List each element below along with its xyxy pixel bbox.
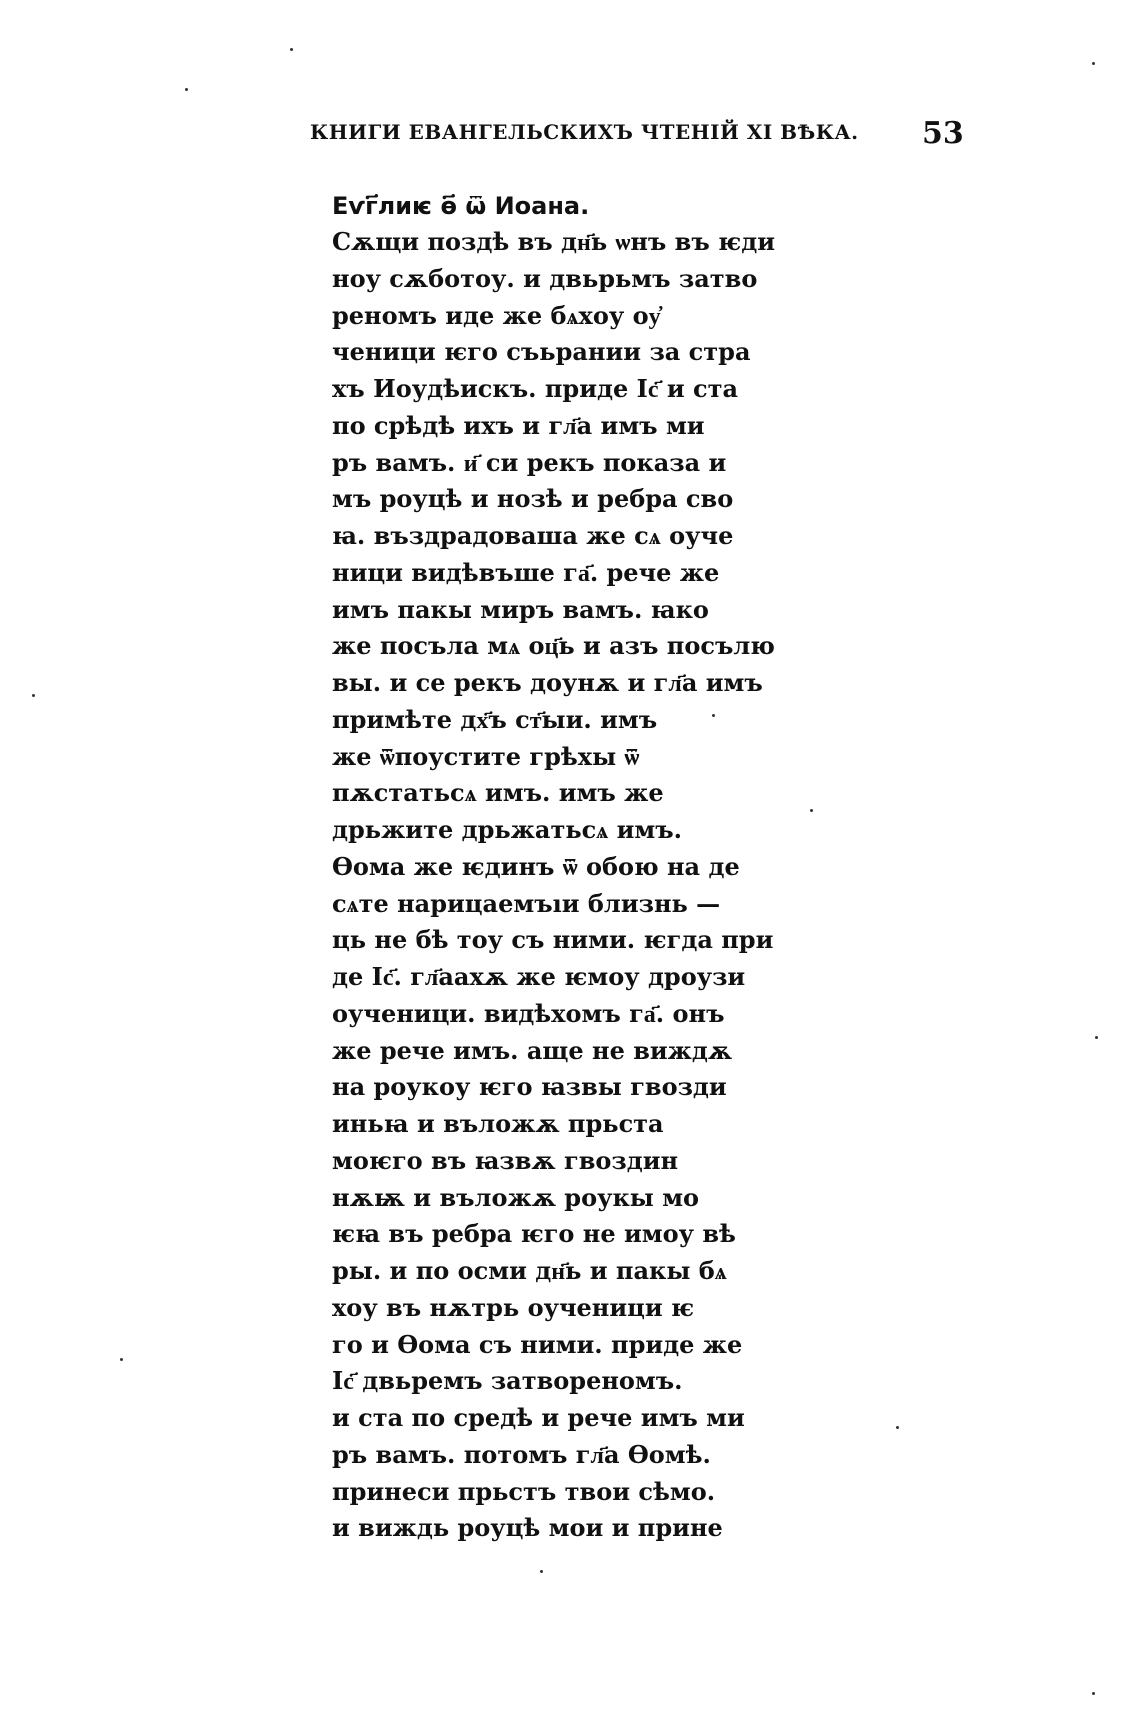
text-line: же ѿпоустите грѣхы ѿ [332,741,640,771]
text-line: ръ вамъ. потомъ гл҃а Ѳомѣ. [332,1439,711,1469]
text-line: же посъла мѧ оц҃ь и азъ посълю [332,631,775,661]
text-line: нѫѭ и въложѫ роукы мо [332,1182,700,1212]
text-line: имъ пакы миръ вамъ. ꙗко [332,594,709,624]
text-line: на роукоу ѥго ꙗзвы гвозди [332,1072,727,1102]
text-line: и ста по средѣ и рече имъ ми [332,1403,745,1432]
text-line: ꙗ. въздрадоваша же сѧ оуче [332,521,734,550]
text-line: же рече имъ. аще не виждѫ [332,1035,733,1065]
text-line: ноу сѫботоу. и двьрьмъ затво [332,263,758,293]
text-line: хъ Иоудѣискъ. приде Іс҃ и ста [332,374,739,403]
paper-speck [810,809,813,812]
paper-speck [1095,1036,1098,1039]
text-line: иньꙗ и въложѫ прьста [332,1109,664,1138]
text-line: ченици ѥго съьрании за стра [332,337,751,367]
page-number: 53 [922,116,964,151]
section-heading: Еѵг҃лиѥ ѳ҃ ѿ Иоана. [332,192,590,220]
paper-speck [1092,1692,1095,1695]
text-line: го и Ѳома съ ними. приде же [332,1329,743,1359]
paper-speck [712,714,715,717]
text-line: ць не бѣ тоу съ ними. ѥгда при [332,925,774,955]
text-line: вы. и се рекъ доунѫ и гл҃а имъ [332,668,763,697]
text-line: пѫстатьсѧ имъ. имъ же [332,778,664,808]
text-line: дрьжите дрьжатьсѧ имъ. [332,815,682,844]
running-header-title: КНИГИ ЕВАНГЕЛЬСКИХЪ ЧТЕНІЙ XI ВѢКА. [310,120,859,144]
paper-speck [290,48,293,51]
text-line: принеси прьстъ твои сѣмо. [332,1476,716,1506]
text-line: оученици. видѣхомъ га҃. онъ [332,998,725,1028]
paper-speck [185,88,188,91]
text-line: ници видѣвъше га҃. рече же [332,557,720,587]
text-lines [332,224,812,1547]
text-line: Сѫщи поздѣ въ дн҃ь ѡнъ въ ѥди [332,227,776,256]
text-line: хоу въ нѫтрь оученици ѥ [332,1292,695,1322]
paper-speck [896,1426,899,1429]
text-line: и виждь роуцѣ мои и прине [332,1513,723,1543]
text-line: моѥго въ ꙗзвѫ гвоздин [332,1145,679,1175]
text-line: де Іс҃. гл҃аахѫ же ѥмоу дроузи [332,962,746,991]
text-line: примѣте дх҃ъ ст҃ыи. имъ [332,704,658,734]
text-line: мъ роуцѣ и нозѣ и ребра сво [332,484,734,514]
paper-speck [32,694,35,697]
text-line: по срѣдѣ ихъ и гл҃а имъ ми [332,410,705,440]
text-line: сѧте нарицаемъıи близнь — [332,888,721,918]
text-line: реномъ иде же бѧхоу оу҆ [332,300,661,330]
paper-speck [1092,62,1095,65]
paper-speck [120,1358,123,1361]
paper-speck [540,1570,543,1573]
text-line: ѥꙗ въ ребра ѥго не имоу вѣ [332,1219,736,1249]
main-text-block [332,188,812,1547]
text-line: Іс҃ двьремъ затвореномъ. [332,1366,683,1396]
text-line: ры. и по осми дн҃ь и пакы бѧ [332,1256,727,1285]
text-line: ръ вамъ. и҃ си рекъ показа и [332,447,727,477]
text-line: Ѳома же ѥдинъ ѿ обою на де [332,851,740,881]
